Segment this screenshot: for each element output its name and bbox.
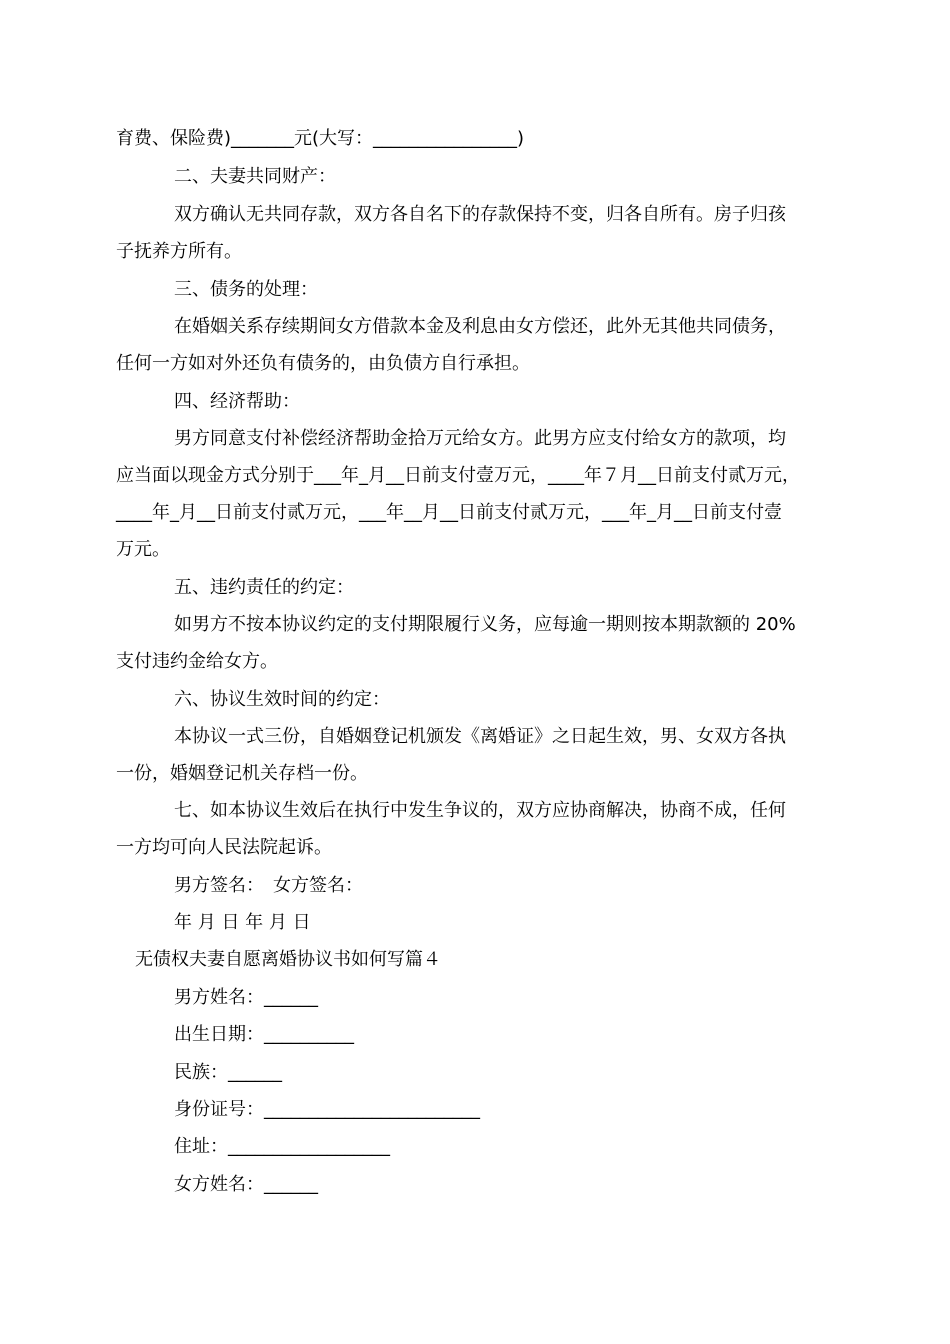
text-line: 在婚姻关系存续期间女方借款本金及利息由女方偿还，此外无其他共同债务，	[174, 316, 786, 337]
text-line: 一份，婚姻登记机关存档一份。	[116, 763, 368, 784]
date-line: 年 月 日 年 月 日	[174, 912, 311, 933]
text-line: 本协议一式三份，自婚姻登记机颁发《离婚证》之日起生效，男、女双方各执	[174, 726, 786, 747]
text-line: 育费、保险费)_______元(大写：________________)	[116, 128, 525, 149]
text-line: 如男方不按本协议约定的支付期限履行义务，应每逾一期则按本期款额的 20%	[174, 614, 796, 635]
section-heading: 五、违约责任的约定：	[174, 577, 354, 598]
text-line: 一方均可向人民法院起诉。	[116, 837, 332, 858]
article-title: 无债权夫妻自愿离婚协议书如何写篇４	[135, 949, 441, 970]
form-field: 出生日期：__________	[174, 1024, 354, 1045]
form-field: 住址：__________________	[174, 1136, 390, 1157]
text-line: 子抚养方所有。	[116, 241, 242, 262]
section-heading: 六、协议生效时间的约定：	[174, 689, 390, 710]
text-line: 万元。	[116, 539, 170, 560]
text-line: 双方确认无共同存款，双方各自名下的存款保持不变，归各自所有。房子归孩	[174, 204, 786, 225]
form-field: 男方姓名：______	[174, 987, 318, 1008]
text-line: 任何一方如对外还负有债务的，由负债方自行承担。	[116, 353, 530, 374]
form-field: 身份证号：________________________	[174, 1099, 480, 1120]
text-line: 应当面以现金方式分别于___年_月__日前支付壹万元，____年７月__日前支付贰万元，	[116, 465, 800, 486]
signature-line: 男方签名： 女方签名：	[174, 875, 363, 896]
section-heading: 七、如本协议生效后在执行中发生争议的，双方应协商解决，协商不成，任何	[174, 800, 786, 821]
section-heading: 四、经济帮助：	[174, 391, 300, 412]
text-line: 支付违约金给女方。	[116, 651, 278, 672]
section-heading: 二、夫妻共同财产：	[174, 166, 336, 187]
section-heading: 三、债务的处理：	[174, 279, 318, 300]
form-field: 民族：______	[174, 1062, 282, 1083]
text-line: 男方同意支付补偿经济帮助金拾万元给女方。此男方应支付给女方的款项，均	[174, 428, 786, 449]
text-line: ____年_月__日前支付贰万元，___年__月__日前支付贰万元，___年_月__日前支付壹	[116, 502, 782, 523]
form-field: 女方姓名：______	[174, 1174, 318, 1195]
